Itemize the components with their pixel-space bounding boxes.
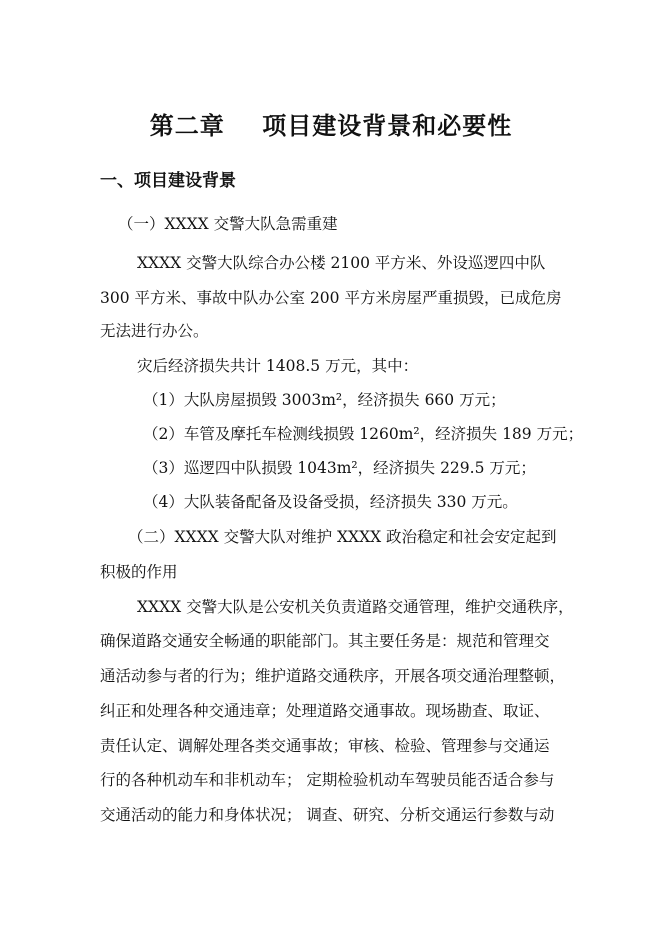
list-item: （4）大队装备配备及设备受损，经济损失 330 万元。 (143, 493, 518, 511)
paragraph-line: XXXX 交警大队是公安机关负责道路交通管理，维护交通秩序， (137, 598, 574, 616)
paragraph-line: 行的各种机动车和非机动车； 定期检验机动车驾驶员能否适合参与 (100, 771, 555, 789)
list-item: （2）车管及摩托车检测线损毁 1260m²，经济损失 189 万元； (143, 425, 584, 443)
paragraph-line: 责任认定、调解处理各类交通事故；审核、检验、管理参与交通运 (100, 737, 550, 755)
paragraph-line: 灾后经济损失共计 1408.5 万元，其中： (137, 357, 419, 375)
subsection-heading-2: （二）XXXX 交警大队对维护 XXXX 政治稳定和社会安定起到 (128, 528, 557, 546)
subsection-heading-2-cont: 积极的作用 (100, 563, 178, 581)
paragraph-line: XXXX 交警大队综合办公楼 2100 平方米、外设巡逻四中队 (137, 254, 546, 272)
chapter-title: 第二章 项目建设背景和必要性 (149, 111, 513, 140)
paragraph-line: 通活动参与者的行为；维护道路交通秩序，开展各项交通治理整顿， (100, 667, 566, 685)
subsection-heading-1: （一）XXXX 交警大队急需重建 (118, 215, 338, 233)
list-item: （1）大队房屋损毁 3003m²，经济损失 660 万元； (143, 391, 506, 409)
section-heading: 一、项目建设背景 (100, 171, 236, 191)
paragraph-line: 交通活动的能力和身体状况； 调查、研究、分析交通运行参数与动 (100, 806, 555, 824)
paragraph-line: 300 平方米、事故中队办公室 200 平方米房屋严重损毁，已成危房 (100, 289, 562, 307)
list-item: （3）巡逻四中队损毁 1043m²，经济损失 229.5 万元； (143, 459, 536, 477)
paragraph-line: 纠正和处理各种交通违章；处理道路交通事故。现场勘查、取证、 (100, 702, 550, 720)
paragraph-line: 无法进行办公。 (100, 322, 209, 340)
paragraph-line: 确保道路交通安全畅通的职能部门。其主要任务是：规范和管理交 (100, 632, 550, 650)
